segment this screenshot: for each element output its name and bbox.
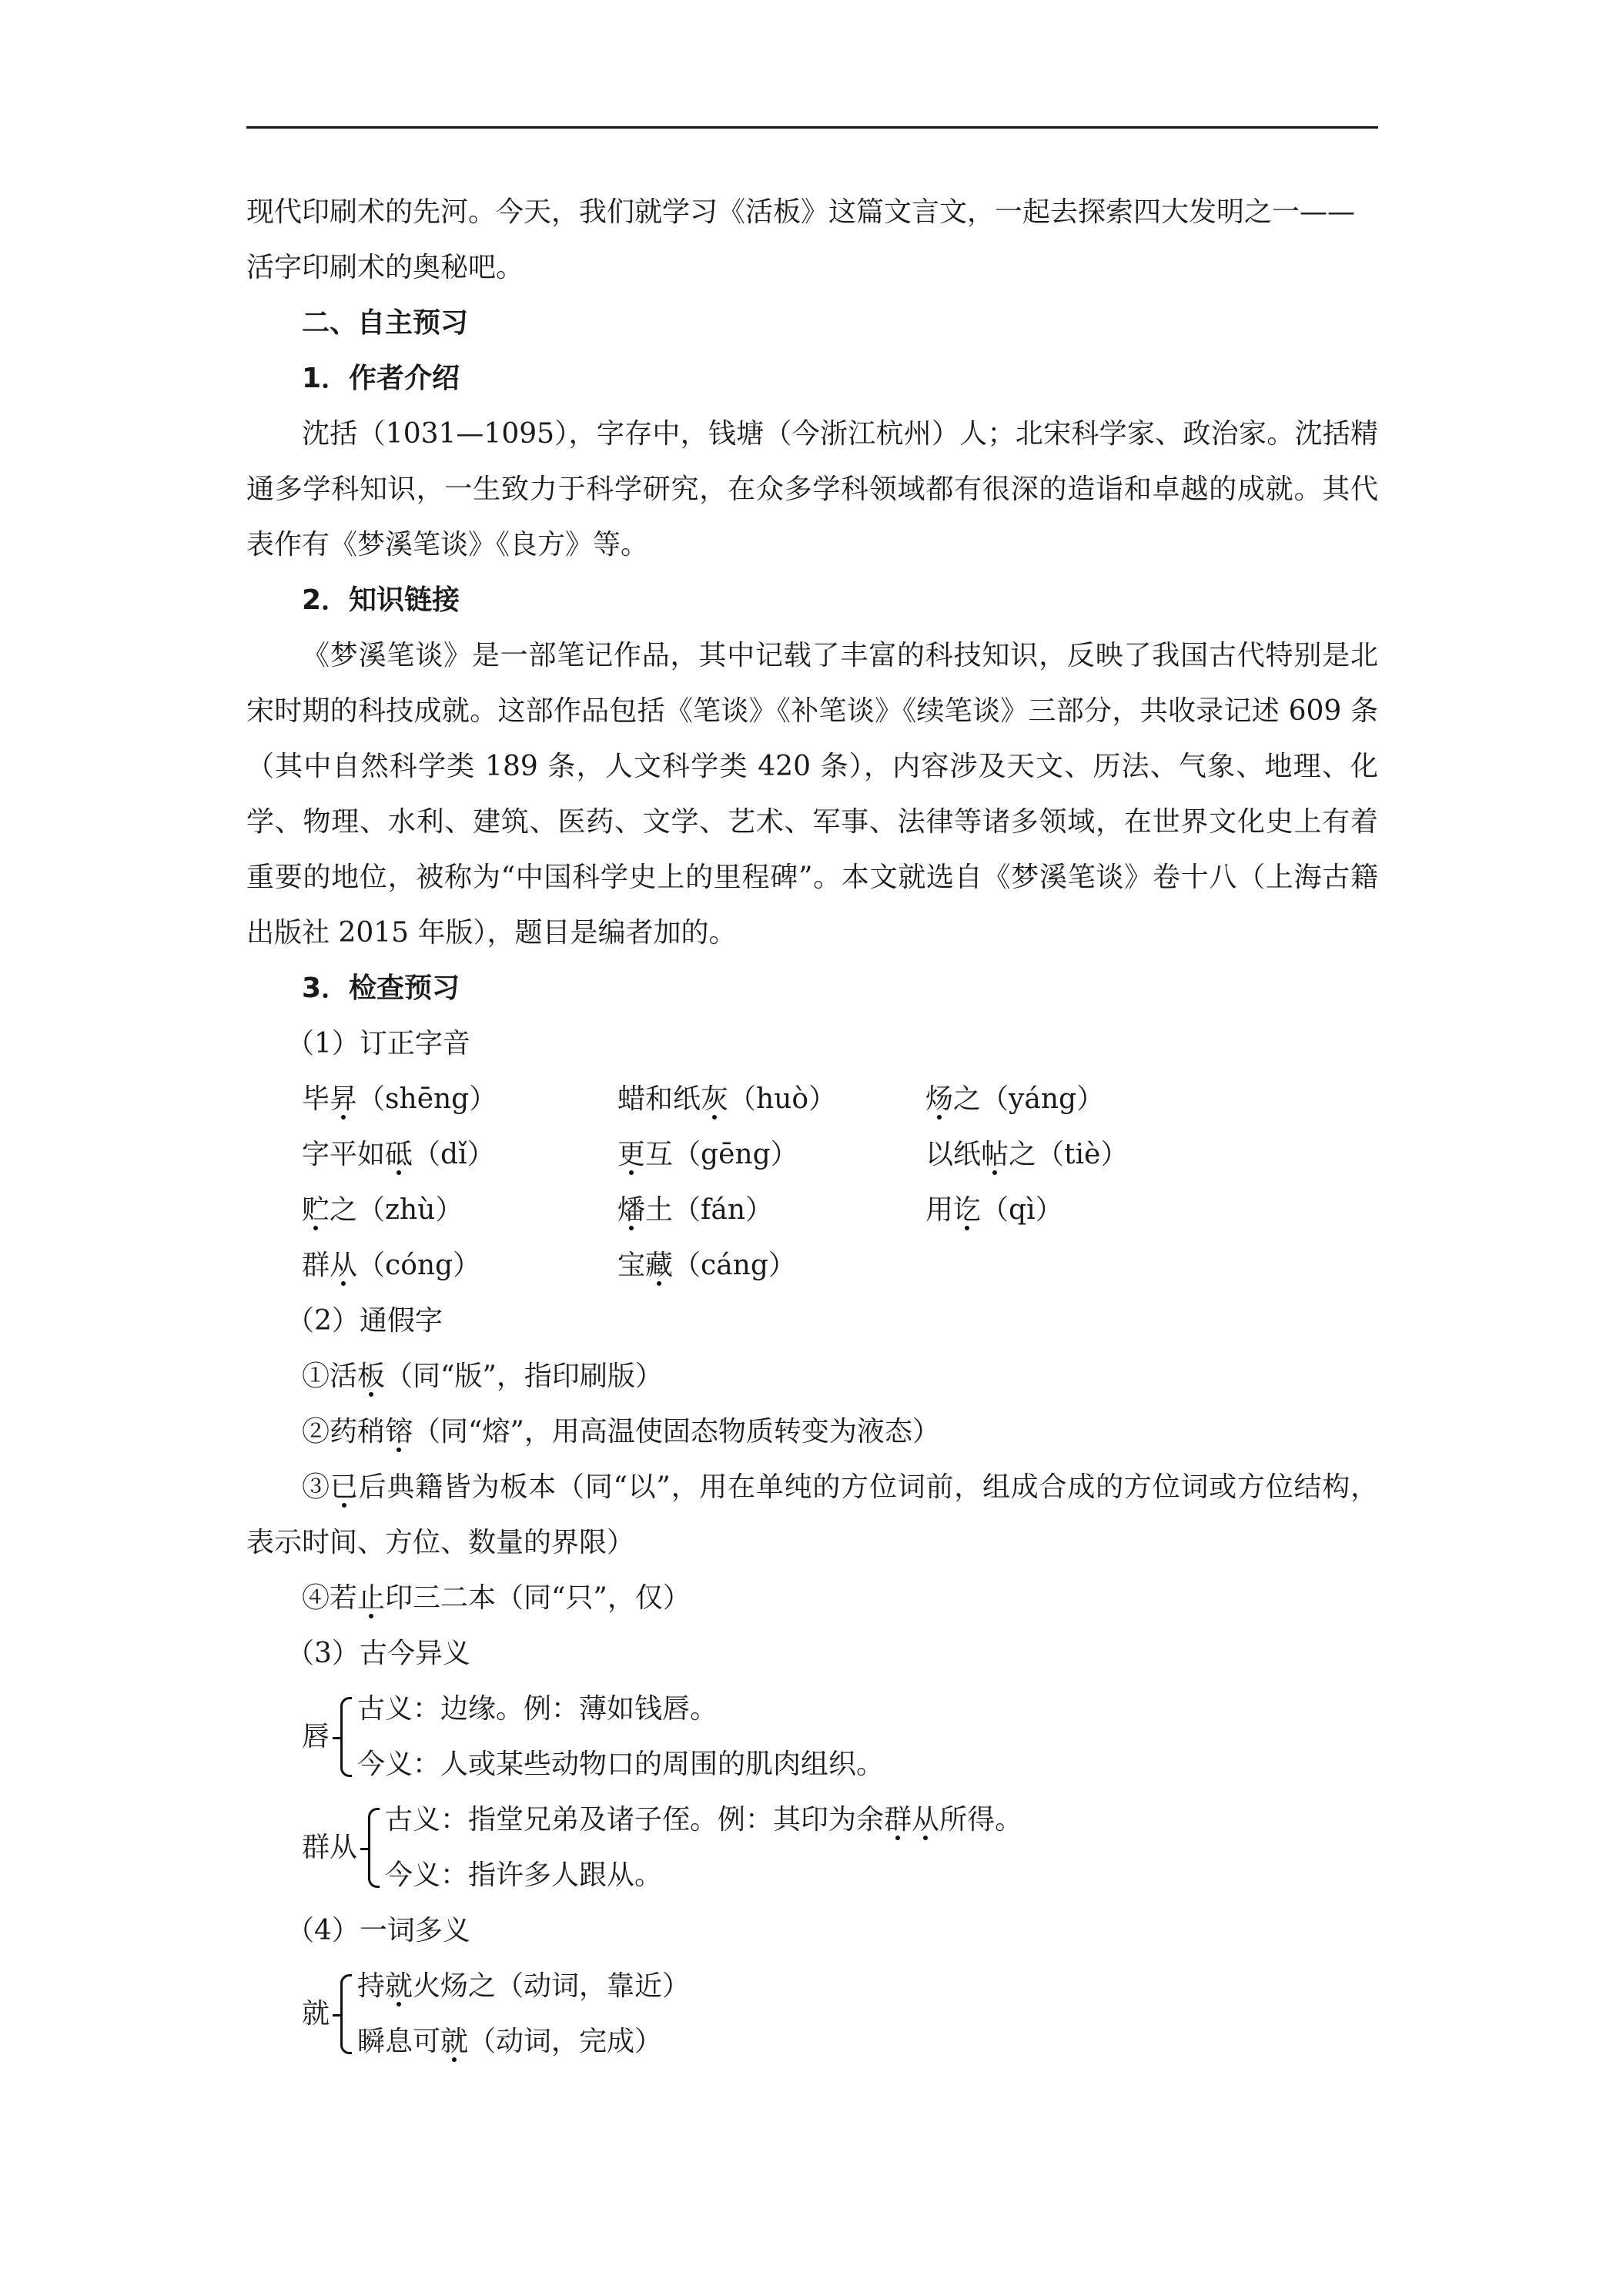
gujin-word: 群从 [302,1832,358,1863]
gujin-ancient: 古义：边缘。例：薄如钱唇。 [357,1693,718,1725]
pronunciation-item: 贮之（zhù） [302,1194,463,1226]
pronunciation-item: 更互（gēng） [617,1139,798,1170]
gujin-heading: （3）古今异义 [286,1638,470,1669]
tongjia-item: ④若止印三二本（同“只”，仅） [302,1582,691,1614]
duoyi-sense: 持就火炀之（动词，靠近） [357,1970,691,2002]
tongjia-item: ①活板（同“版”，指印刷版） [302,1361,663,1392]
tongjia-heading: （2）通假字 [286,1305,443,1337]
check-heading: 3．检查预习 [302,972,460,1004]
tongjia-item: ③已后典籍皆为板本（同“以”，用在单纯的方位词前，组成合成的方位词或方位结构，表示时间、方位、数量的界限） [246,1471,1378,1558]
brace-icon [333,1974,353,2054]
pronunciation-item: 群从（cóng） [302,1250,481,1281]
author-heading: 1．作者介绍 [302,363,460,394]
knowledge-heading: 2．知识链接 [302,584,460,616]
brace-icon [360,1808,380,1888]
gujin-word: 唇 [302,1721,330,1752]
pronunciation-item: 以纸帖之（tiè） [925,1139,1129,1170]
header-rule [246,126,1378,129]
author-paragraph: 沈括（1031—1095），字存中，钱塘（今浙江杭州）人；北宋科学家、政治家。沈括精通多学科知识，一生致力于科学研究，在众多学科领域都有很深的造诣和卓越的成就。其代表作有《梦溪笔谈》《良方》等。 [246,418,1378,561]
intro-line-2: 活字印刷术的奥秘吧。 [246,252,524,283]
duoyi-heading: （4）一词多义 [286,1915,470,1946]
gujin-entry [246,1682,1378,1792]
pronunciation-item: 蜡和纸灰（huò） [617,1083,837,1115]
gujin-entry [246,1792,1378,1903]
tongjia-item: ②药稍镕（同“熔”，用高温使固态物质转变为液态） [302,1416,940,1448]
pronunciation-grid [246,1072,1378,1294]
pronunciation-item: 宝藏（cáng） [617,1250,796,1281]
duoyi-entry [246,1959,1378,2070]
intro-line-1: 现代印刷术的先河。今天，我们就学习《活板》这篇文言文，一起去探索四大发明之一—— [246,196,1356,228]
duoyi-word: 就 [302,1998,330,2030]
pronunciation-item: 字平如砥（dǐ） [302,1139,495,1170]
pronunciation-heading: （1）订正字音 [286,1028,470,1059]
pronunciation-item: 用讫（qì） [925,1194,1063,1226]
knowledge-paragraph: 《梦溪笔谈》是一部笔记作品，其中记载了丰富的科技知识，反映了我国古代特别是北宋时期的科技成就。这部作品包括《笔谈》《补笔谈》《续笔谈》三部分，共收录记述 609 条（其中自然科学类 189 条，人文科学类 420 条），内容涉及天文、历法、气象、地理、化学、物理、水利、建筑、医药、文学、艺术、军事、法律等诸多领域，在世界文化史上有着重要的地位，被称为“中国科学史上的里程碑”。本文就选自《梦溪笔谈》卷十八（上海古籍出版社 2015 年版），题目是编者加的。 [246,640,1378,949]
pronunciation-item: 燔土（fán） [617,1194,774,1226]
section-heading: 二、自主预习 [302,307,469,339]
pronunciation-item: 毕昇（shēng） [302,1083,497,1115]
gujin-ancient: 古义：指堂兄弟及诸子侄。例：其印为余群从所得。 [385,1804,1023,1836]
gujin-modern: 今义：人或某些动物口的周围的肌肉组织。 [357,1749,885,1780]
gujin-modern: 今义：指许多人跟从。 [385,1859,663,1891]
document-body [246,185,1378,2070]
brace-icon [333,1697,353,1777]
pronunciation-item: 炀之（yáng） [925,1083,1105,1115]
duoyi-sense: 瞬息可就（动词，完成） [357,2026,663,2057]
